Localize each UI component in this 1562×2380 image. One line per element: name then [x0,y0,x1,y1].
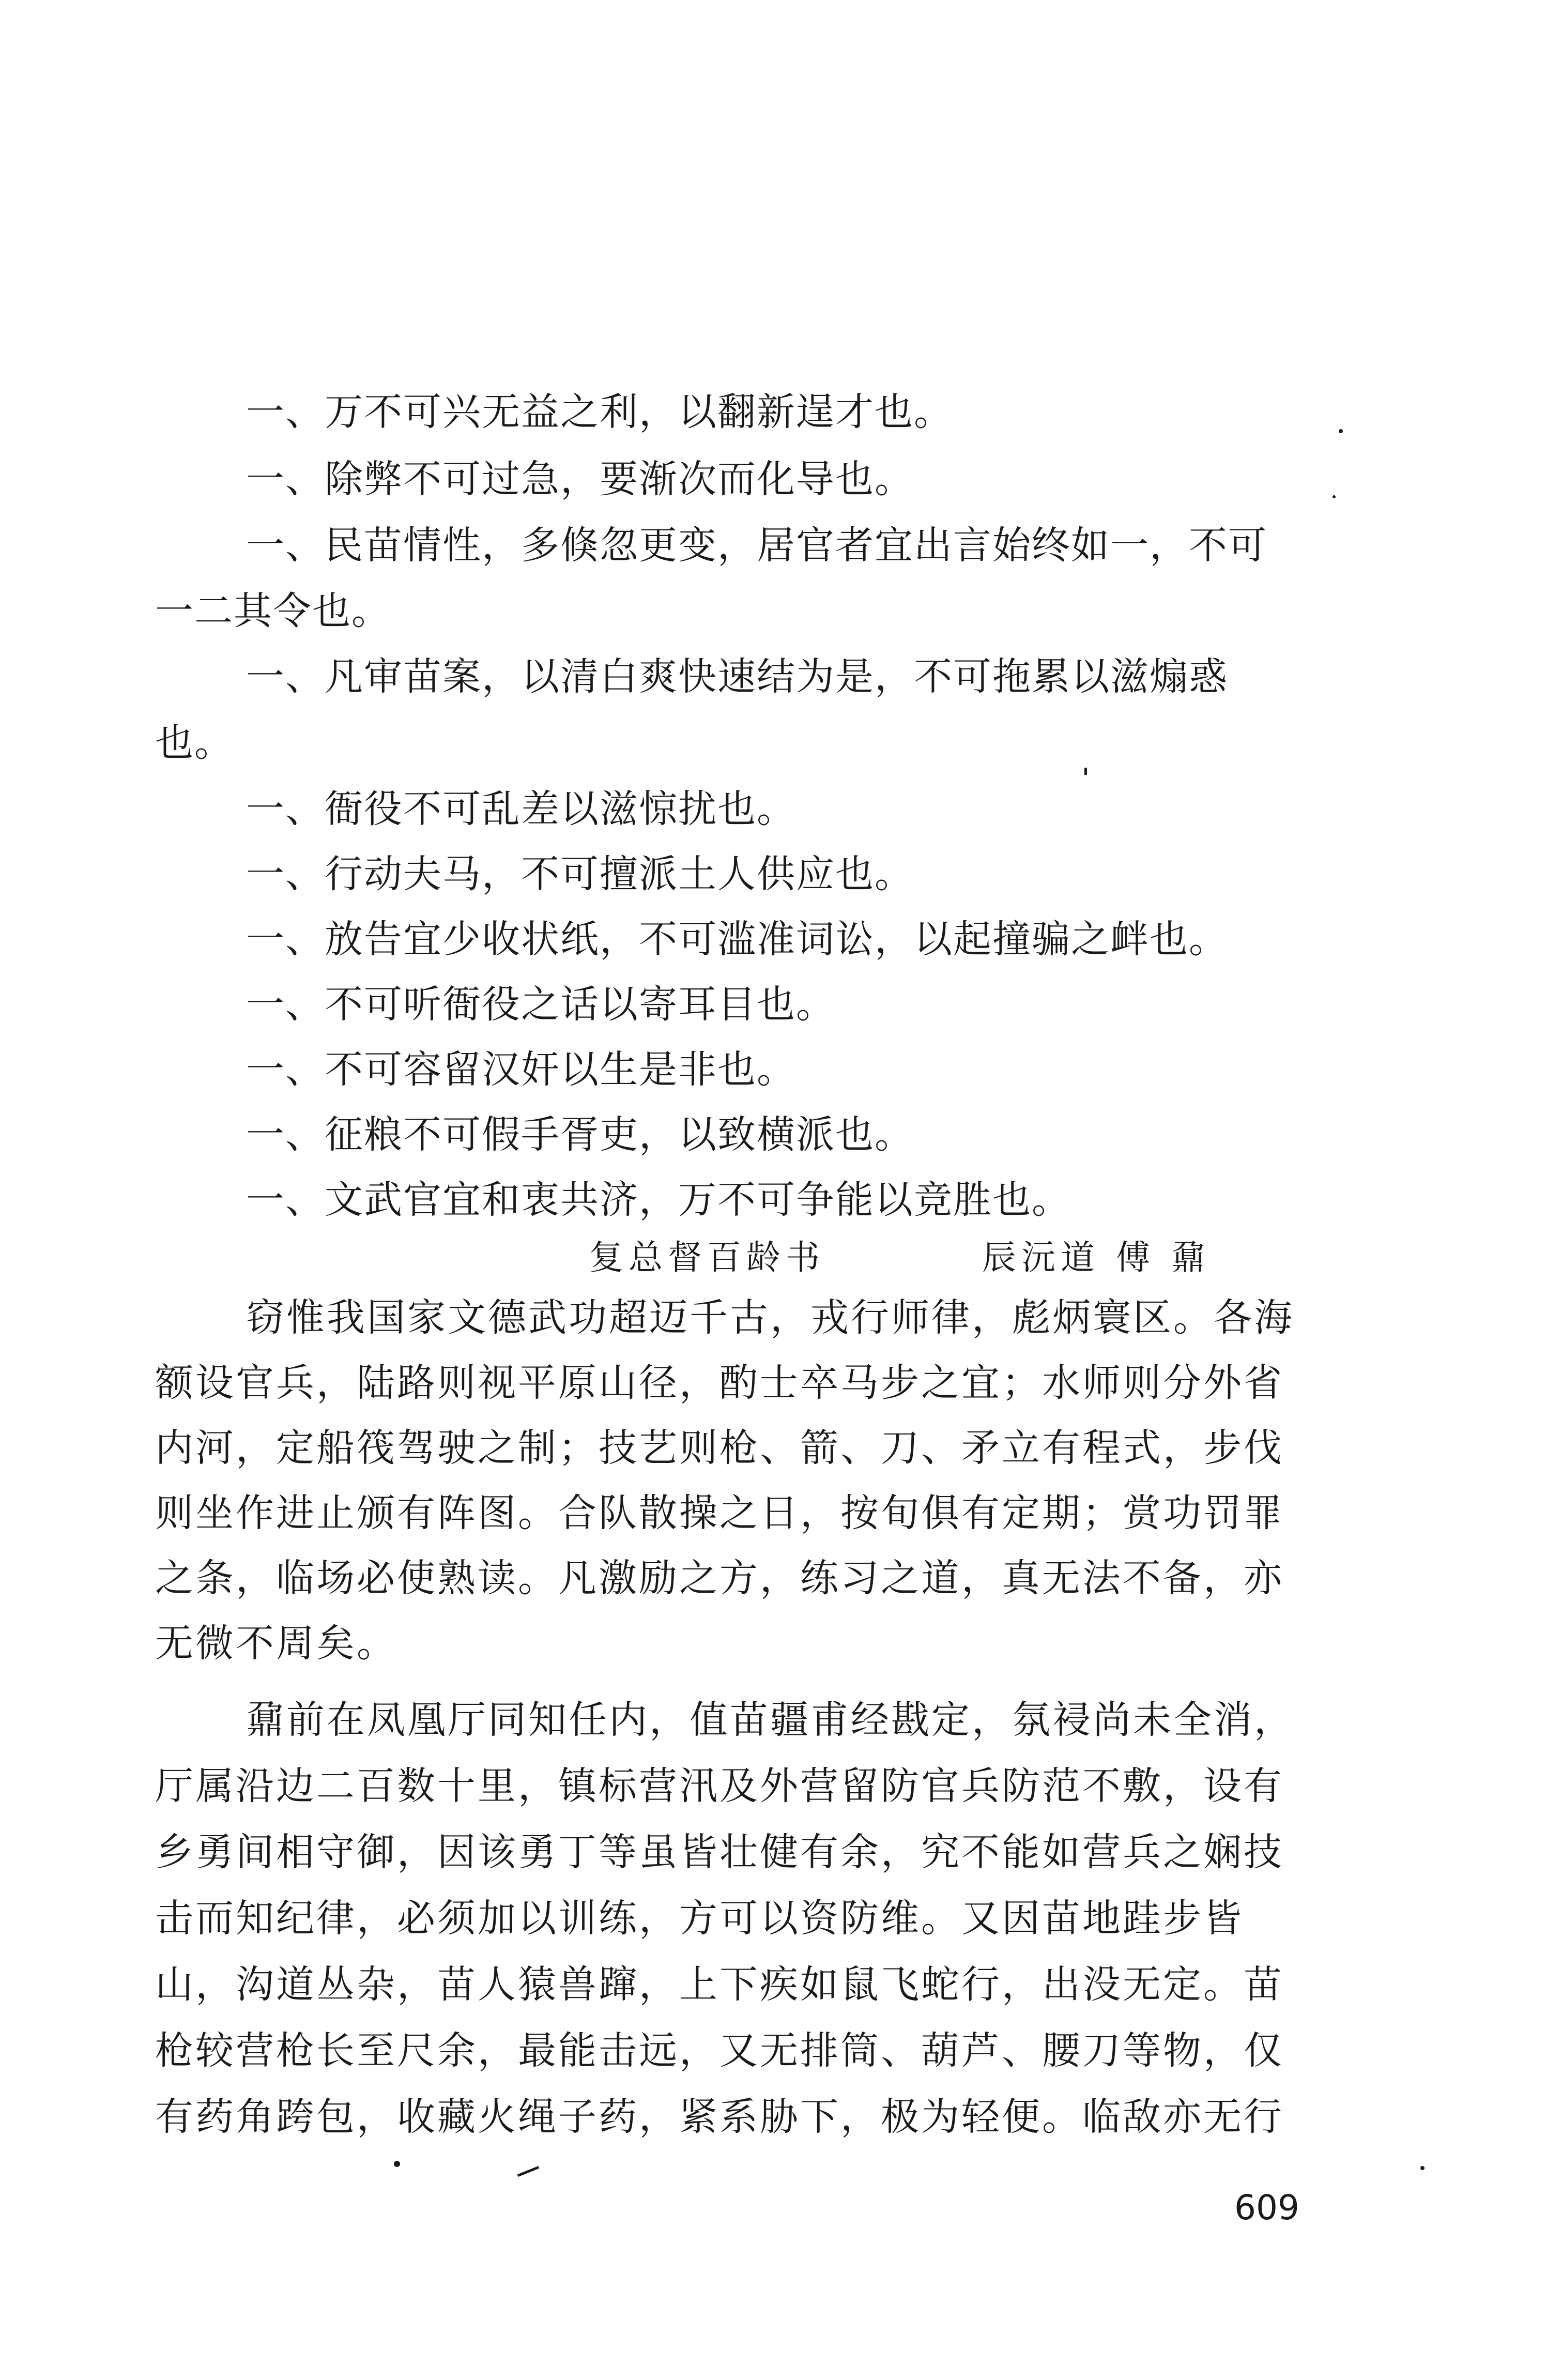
rule-line: 一、行动夫马，不可擅派土人供应也。 [246,852,914,896]
scan-speck [1339,429,1343,433]
rule-line: 一、除弊不可过急，要渐次而化导也。 [246,457,914,501]
scan-speck [1084,768,1087,775]
rule-line: 一、放告宜少收状纸，不可滥准词讼，以起撞骗之衅也。 [246,917,1228,962]
paragraph-line: 内河，定船筏驾驶之制；技艺则枪、箭、刀、矛立有程式，步伐 [155,1426,1284,1470]
paragraph-line: 窃惟我国家文德武功超迈千古，戎行师律，彪炳寰区。各海 [246,1295,1294,1340]
paragraph-line: 击而知纪律，必须加以训练，方可以资防维。又因苗地跬步皆 [155,1896,1244,1941]
scan-speck [1420,2166,1425,2170]
rule-line: 也。 [155,721,234,765]
paragraph-line: 有药角跨包，收藏火绳子药，紧系胁下，极为轻便。临敌亦无行 [155,2095,1284,2139]
scan-speck [1333,495,1336,498]
rule-line: 一二其令也。 [155,589,391,633]
rule-line: 一、文武官宜和衷共济，万不可争能以竞胜也。 [246,1178,1071,1222]
paragraph-line: 山，沟道丛杂，苗人猿兽蹿，上下疾如鼠飞蛇行，出没无定。苗 [155,1962,1284,2007]
letter-title: 复总督百龄书 [589,1238,825,1277]
paragraph-line: 额设官兵，陆路则视平原山径，酌士卒马步之宜；水师则分外省 [155,1361,1284,1405]
letter-author: 辰沅道 傅 鼐 [982,1238,1211,1277]
paragraph-line: 枪较营枪长至尺余，最能击远，又无排筒、葫芦、腰刀等物，仅 [155,2028,1284,2073]
rule-line: 一、万不可兴无益之利，以翻新逞才也。 [246,390,953,434]
scan-speck [517,2166,540,2177]
rule-line: 一、衙役不可乱差以滋惊扰也。 [246,787,796,831]
paragraph-line: 则坐作进止颁有阵图。合队散操之日，按旬俱有定期；赏功罚罪 [155,1491,1284,1535]
paragraph-line: 乡勇间相守御，因该勇丁等虽皆壮健有余，究不能如营兵之娴技 [155,1830,1284,1874]
rule-line: 一、不可听衙役之话以寄耳目也。 [246,982,835,1027]
rule-line: 一、不可容留汉奸以生是非也。 [246,1047,796,1092]
paragraph-line: 鼐前在凤凰厅同知任内，值苗疆甫经戡定，氛祲尚未全消， [246,1698,1294,1742]
rule-line: 一、民苗情性，多倏忽更变，居官者宜出言始终如一，不可 [246,523,1267,568]
paragraph-line: 厅属沿边二百数十里，镇标营汛及外营留防官兵防范不敷，设有 [155,1764,1284,1808]
scan-speck [394,2161,400,2167]
page-number: 609 [1234,2188,1299,2228]
rule-line: 一、凡审苗案，以清白爽快速结为是，不可拖累以滋煽惑 [246,654,1228,699]
rule-line: 一、征粮不可假手胥吏，以致横派也。 [246,1112,914,1157]
paragraph-line: 无微不周矣。 [155,1621,397,1666]
paragraph-line: 之条，临场必使熟读。凡激励之方，练习之道，真无法不备，亦 [155,1556,1284,1600]
